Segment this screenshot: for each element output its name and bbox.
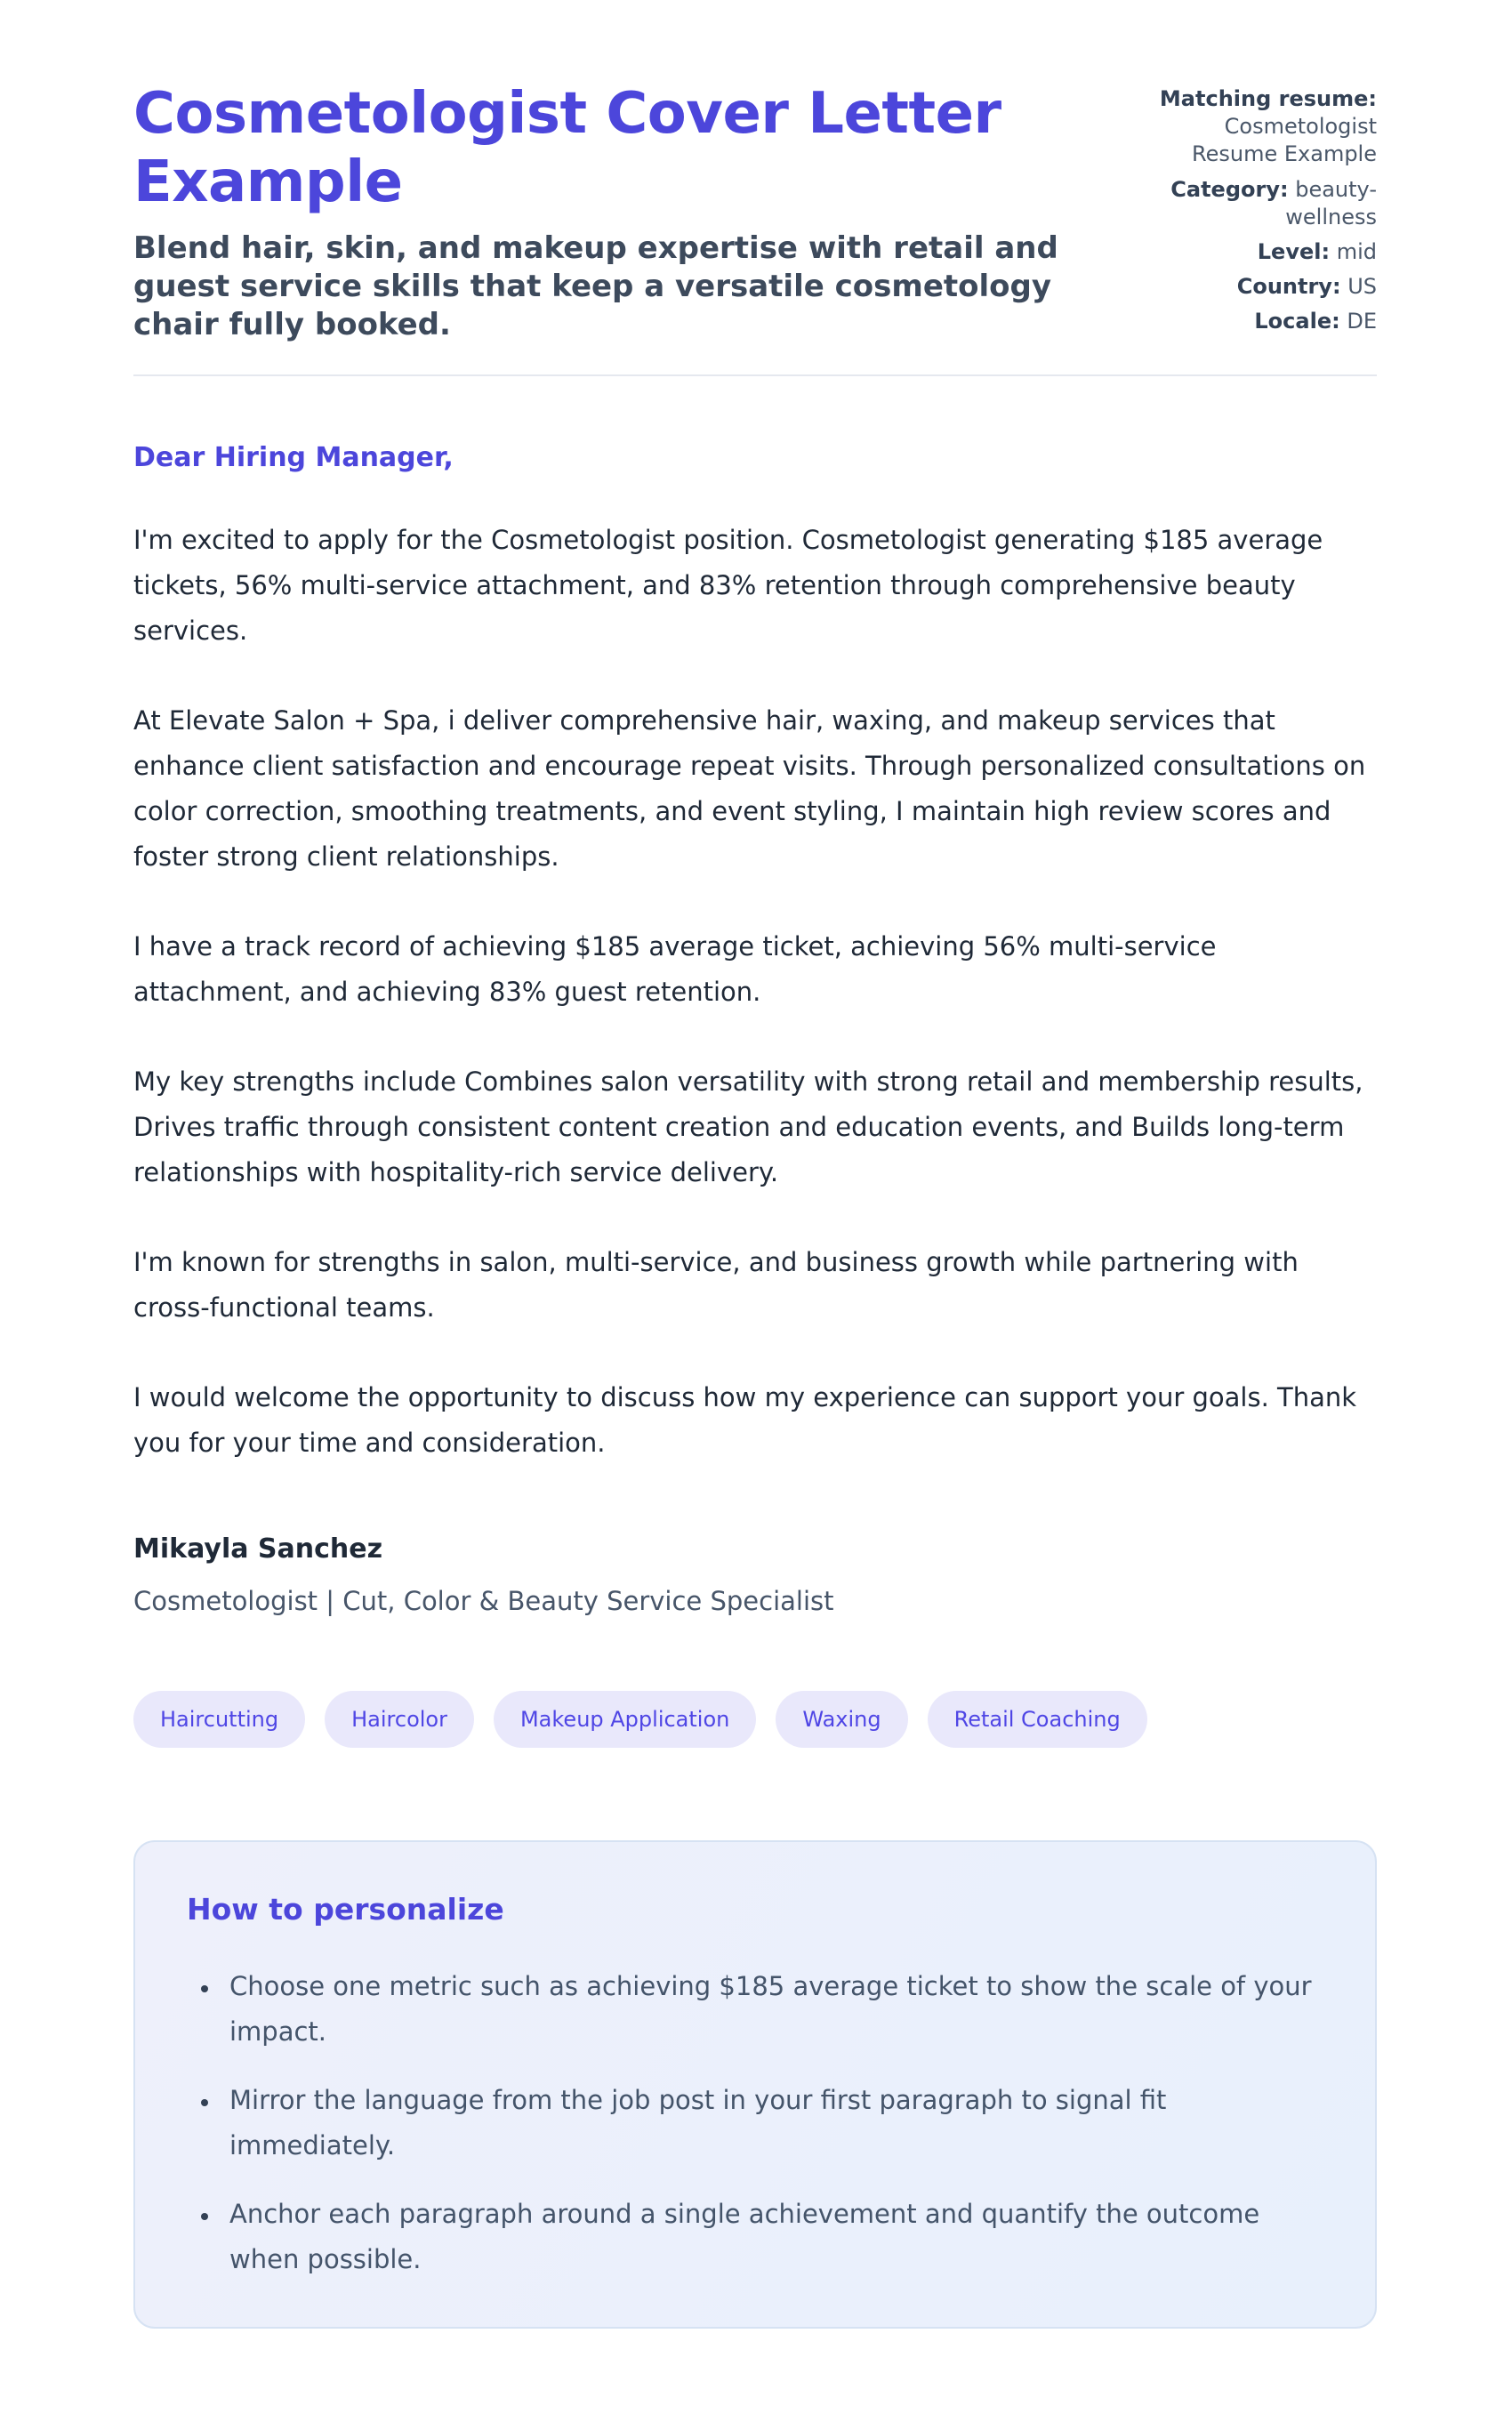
personalize-heading: How to personalize	[187, 1892, 504, 1927]
meta-country-value: US	[1347, 274, 1377, 300]
skill-tag-haircutting[interactable]: Haircutting	[133, 1691, 305, 1748]
letter-paragraph: I'm excited to apply for the Cosmetologist position. Cosmetologist generating $185 average tickets, 56% multi-service attachment, and 83% retention through comprehensive beauty services.	[133, 525, 1323, 647]
meta-locale-value: DE	[1347, 309, 1377, 334]
meta-matching-resume-value: Cosmetologist Resume Example	[1192, 114, 1377, 167]
meta-matching-resume-label: Matching resume:	[1159, 86, 1377, 111]
letter-paragraph: At Elevate Salon + Spa, i deliver comprehensive hair, waxing, and makeup services that enhance client satisfaction and encourage repeat visits. Through personalized consultations on color correction, smoothing treatments, and event styling, I maintain high review scores and foster strong client relationships.	[133, 705, 1366, 873]
cover-letter-body	[133, 442, 1377, 1616]
skill-tag-waxing[interactable]: Waxing	[776, 1691, 907, 1748]
letter-paragraph: My key strengths include Combines salon versatility with strong retail and membership results, Drives traffic through consistent content creation and education events, and Builds long-term relationships with hospitality-rich service delivery.	[133, 1066, 1363, 1188]
letter-paragraph: I have a track record of achieving $185 average ticket, achieving 56% multi-service attachment, and achieving 83% guest retention.	[133, 931, 1217, 1008]
personalize-tip: • Mirror the language from the job post in your first paragraph to signal fit immediately.	[221, 2078, 1323, 2169]
meta-category-label: Category:	[1170, 176, 1289, 202]
page-title: Cosmetologist Cover Letter Example	[133, 81, 1001, 215]
personalize-tip: • Anchor each paragraph around a single achievement and quantify the outcome when possible.	[221, 2192, 1323, 2282]
skill-tag-makeup-application[interactable]: Makeup Application	[494, 1691, 756, 1748]
header-text-block	[133, 80, 1085, 344]
header-divider	[133, 374, 1377, 376]
letter-paragraph: I'm known for strengths in salon, multi-service, and business growth while partnering with cross-functional teams.	[133, 1247, 1299, 1324]
personalize-box	[133, 1840, 1377, 2329]
meta-category	[1154, 176, 1377, 231]
page-subtitle: Blend hair, skin, and makeup expertise with retail and guest service skills that keep a versatile cosmetology chair fully booked.	[133, 229, 1058, 342]
meta-locale	[1154, 308, 1377, 335]
meta-level	[1154, 238, 1377, 266]
personalize-tip: • Choose one metric such as achieving $185 average ticket to show the scale of your impact.	[221, 1964, 1323, 2055]
meta-level-label: Level:	[1257, 238, 1331, 264]
meta-matching-resume	[1154, 85, 1377, 169]
signature-role: Cosmetologist | Cut, Color & Beauty Service Specialist	[133, 1586, 834, 1617]
skill-tag-retail-coaching[interactable]: Retail Coaching	[928, 1691, 1147, 1748]
skill-tag-haircolor[interactable]: Haircolor	[325, 1691, 474, 1748]
salutation: Dear Hiring Manager,	[133, 442, 454, 474]
resume-meta	[1154, 80, 1377, 344]
signature-name: Mikayla Sanchez	[133, 1533, 383, 1565]
meta-category-value: beauty-wellness	[1285, 176, 1377, 229]
header	[133, 80, 1377, 344]
skill-tags	[133, 1691, 1377, 1748]
meta-country	[1154, 273, 1377, 301]
meta-level-value: mid	[1336, 238, 1377, 264]
personalize-list	[187, 1964, 1323, 2282]
letter-paragraph: I would welcome the opportunity to discuss how my experience can support your goals. Thank you for your time and consideration.	[133, 1382, 1357, 1459]
meta-country-label: Country:	[1236, 274, 1341, 300]
meta-locale-label: Locale:	[1254, 309, 1340, 334]
